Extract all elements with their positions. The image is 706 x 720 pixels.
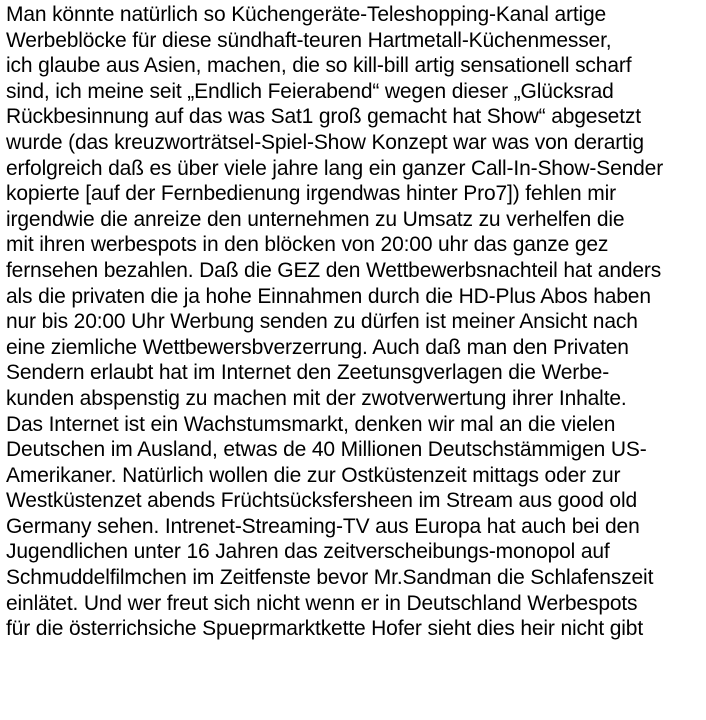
text-line: Sendern erlaubt hat im Internet den Zeetunsgverlagen die Werbe-: [6, 361, 610, 385]
text-line: ich glaube aus Asien, machen, die so kill-bill artig sensationell scharf: [6, 54, 632, 78]
text-line: Germany sehen. Intrenet-Streaming-TV aus Europa hat auch bei den: [6, 514, 640, 538]
text-line: Das Internet ist ein Wachstumsmarkt, denken wir mal an die vielen: [6, 412, 616, 436]
text-line: kopierte [auf der Fernbedienung irgendwas hinter Pro7]) fehlen mir: [6, 182, 616, 206]
text-line: eine ziemliche Wettbewersbverzerrung. Auch daß man den Privaten: [6, 335, 629, 359]
text-line: für die österrichsiche Spueprmarktkette Hofer sieht dies heir nicht gibt: [6, 617, 644, 641]
text-line: Rückbesinnung auf das was Sat1 groß gemacht hat Show“ abgesetzt: [6, 105, 641, 129]
text-line: Westküstenzet abends Früchtsücksfersheen im Stream aus good old: [6, 489, 637, 513]
text-line: Deutschen im Ausland, etwas de 40 Millionen Deutschstämmigen US-: [6, 438, 647, 462]
text-line: fernsehen bezahlen. Daß die GEZ den Wettbewerbsnachteil hat anders: [6, 258, 662, 282]
text-line: kunden abspenstig zu machen mit der zwotverwertung ihrer Inhalte.: [6, 386, 627, 410]
text-line: wurde (das kreuzworträtsel-Spiel-Show Konzept war was von derartig: [6, 130, 644, 154]
text-line: einlätet. Und wer freut sich nicht wenn er in Deutschland Werbespots: [6, 591, 638, 615]
text-line: Man könnte natürlich so Küchengeräte-Teleshopping-Kanal artige: [6, 3, 607, 26]
text-line: mit ihren werbespots in den blöcken von 20:00 uhr das ganze gez: [6, 233, 609, 257]
text-line: erfolgreich daß es über viele jahre lang ein ganzer Call-In-Show-Sender: [6, 156, 664, 180]
text-line: Werbeblöcke für diese sündhaft-teuren Hartmetall-Küchenmesser,: [6, 28, 612, 52]
text-line: Jugendlichen unter 16 Jahren das zeitverscheibungs-monopol auf: [6, 540, 610, 564]
text-line: Amerikaner. Natürlich wollen die zur Ostküstenzeit mittags oder zur: [6, 463, 621, 487]
text-line: als die privaten die ja hohe Einnahmen durch die HD-Plus Abos haben: [6, 284, 651, 308]
text-line: irgendwie die anreize den unternehmen zu Umsatz zu verhelfen die: [6, 207, 625, 231]
text-line: sind, ich meine seit „Endlich Feierabend“ wegen dieser „Glücksrad: [6, 79, 614, 103]
text-line: Schmuddelfilmchen im Zeitfenste bevor Mr.Sandman die Schlafenszeit: [6, 566, 654, 590]
body-text: [6, 2, 702, 642]
text-line: nur bis 20:00 Uhr Werbung senden zu dürfen ist meiner Ansicht nach: [6, 310, 638, 334]
